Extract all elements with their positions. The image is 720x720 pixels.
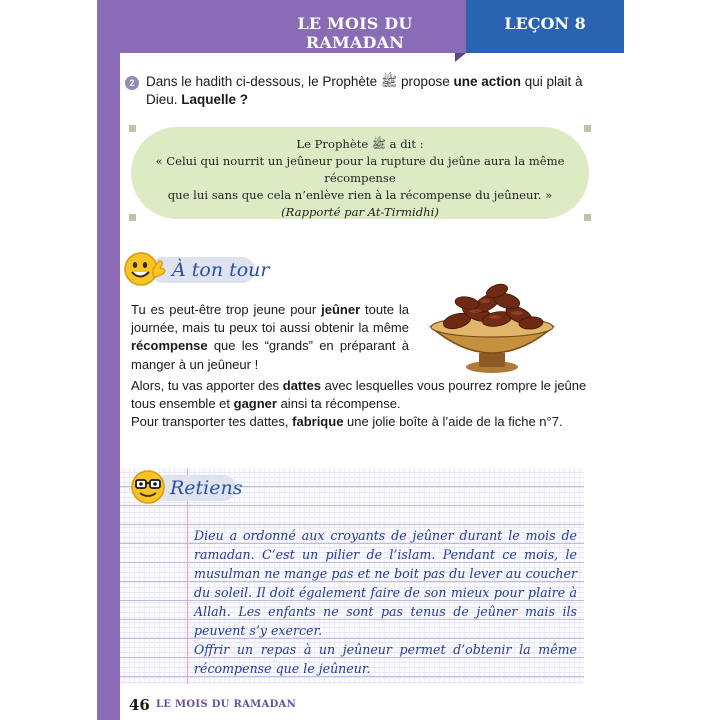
question-number-badge: 2 xyxy=(125,76,139,90)
lesson-label: LEÇON 8 xyxy=(504,14,586,33)
hadith-line-1: « Celui qui nourrit un jeûneur pour la rupture du jeûne aura la même récompense xyxy=(155,154,565,185)
glasses-smiley-icon xyxy=(130,469,168,505)
a-ton-tour-label: À ton tour xyxy=(172,259,270,281)
question-text: Dans le hadith ci-dessous, le Prophète ﷺ propose une action qui plait à Dieu. Laquelle ? xyxy=(146,74,583,107)
hadith-source: (Rapporté par At-Tirmidhi) xyxy=(281,205,439,219)
a-ton-tour-paragraph-2: Alors, tu vas apporter des dattes avec lesquelles vous pourrez rompre le jeûne tous ensemble et gagner ainsi ta récompense. Pour transporter tes dattes, fabrique une jolie boîte à l’aide de la fiche n°7. xyxy=(131,378,587,430)
hadith-quote xyxy=(131,136,589,221)
a-ton-tour-paragraph-1: Tu es peut-être trop jeune pour jeûner toute la journée, mais tu peux toi aussi obtenir la même récompense que les “grands” en préparant à manger à un jeûneur ! xyxy=(131,302,409,372)
footer-title: LE MOIS DU RAMADAN xyxy=(156,699,297,710)
header-fold xyxy=(455,53,466,62)
bubble-corner xyxy=(584,125,591,132)
thumbs-up-smiley-icon xyxy=(123,251,167,287)
hadith-line-2: que lui sans que cela n’enlève rien à la récompense du jeûneur. » xyxy=(167,188,553,202)
bubble-corner xyxy=(129,125,136,132)
page-title: LE MOIS DU RAMADAN xyxy=(297,14,413,52)
retiens-label: Retiens xyxy=(170,477,243,499)
retiens-paragraph-1: Dieu a ordonné aux croyants de jeûner durant le mois de ramadan. C’est un pilier de l’islam. Pendant ce mois, le musulman ne mange pas et ne boit pas du lever au coucher du soleil. Il doit également faire de son mieux pour plaire à Allah. Les enfants ne sont pas tenus de jeûner mais ils peuvent s’y exercer. xyxy=(194,528,577,638)
dates-bowl-image xyxy=(427,283,557,375)
hadith-intro: Le Prophète ﷺ a dit : xyxy=(296,137,424,151)
retiens-paragraph-2: Offrir un repas à un jeûneur permet d’obtenir la même récompense que le jeûneur. xyxy=(194,642,577,676)
page-number: 46 xyxy=(129,696,150,714)
left-margin-band xyxy=(97,0,120,720)
retiens-text xyxy=(194,526,577,678)
